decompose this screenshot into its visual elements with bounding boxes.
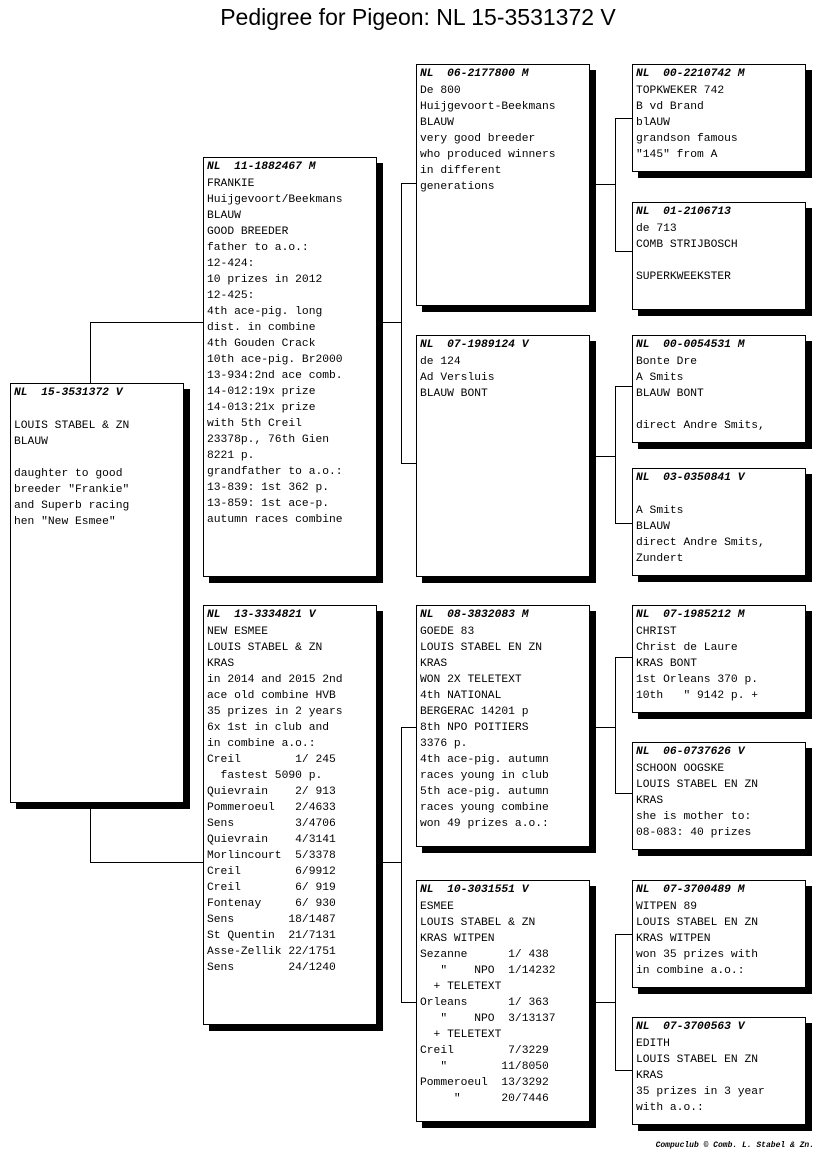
card-line: SUPERKWEEKSTER [636, 271, 731, 283]
card-line: St Quentin 21/7131 [207, 930, 336, 942]
card-line: KRAS [636, 795, 664, 807]
ring-number: NL 10-3031551 V [420, 884, 529, 896]
card-line [14, 450, 180, 466]
connector-line [383, 322, 402, 323]
card-line: Fontenay 6/ 930 [207, 898, 336, 910]
ds-dam-card [632, 742, 806, 850]
card-line: De 800 [420, 85, 461, 97]
connector-line [596, 727, 616, 728]
card-body [420, 624, 586, 832]
card-line: very good breeder [420, 133, 536, 145]
card-line: 4th Gouden Crack [207, 338, 316, 350]
card-line: 4th ace-pig. long [207, 306, 323, 318]
dam-dam-card [416, 880, 590, 1122]
card-line: EDITH [636, 1038, 670, 1050]
card-line: 23378p., 76th Gien [207, 434, 330, 446]
ring-number: NL 13-3334821 V [207, 609, 316, 621]
card-line: BLAUW BONT [420, 388, 488, 400]
card-line: KRAS BONT [636, 658, 698, 670]
card-line: Asse-Zellik 22/1751 [207, 946, 336, 958]
ring-number: NL 08-3832083 M [420, 609, 529, 621]
card-line: Morlincourt 5/3378 [207, 850, 336, 862]
card-line: Orleans 1/ 363 [420, 997, 549, 1009]
card-line: daughter to good [14, 468, 123, 480]
card-line: she is mother to: [636, 811, 752, 823]
card-line: WON 2X TELETEXT [420, 674, 522, 686]
card-line: Creil 1/ 245 [207, 754, 336, 766]
card-line: TOPKWEKER 742 [636, 85, 725, 97]
card-line: 14-012:19x prize [207, 386, 316, 398]
card-line: father to a.o.: [207, 242, 309, 254]
card-line: won 49 prizes a.o.: [420, 818, 549, 830]
sd-dam-card [632, 468, 806, 576]
card-line: LOUIS STABEL EN ZN [636, 1054, 759, 1066]
card-line: Huijgevoort-Beekmans [420, 101, 556, 113]
card-line: Pommeroeul 13/3292 [420, 1077, 549, 1089]
card-line: Quievrain 2/ 913 [207, 786, 336, 798]
connector-line [615, 657, 633, 658]
card-line: ESMEE [420, 901, 454, 913]
ds-sire-card [632, 605, 806, 713]
card-line: 4th ace-pig. autumn [420, 754, 549, 766]
card-line: + TELETEXT [420, 1029, 502, 1041]
card-line: in 2014 and 2015 2nd [207, 674, 343, 686]
card-line: " 20/7446 [420, 1093, 549, 1105]
card-line: 5th ace-pig. autumn [420, 786, 549, 798]
ring-number: NL 00-0054531 M [636, 339, 745, 351]
card-line: LOUIS STABEL & ZN [14, 420, 130, 432]
card-body [420, 899, 586, 1107]
card-line: Christ de Laure [636, 642, 738, 654]
card-line: ace old combine HVB [207, 690, 336, 702]
card-line: 4th NATIONAL [420, 690, 502, 702]
card-line [636, 487, 802, 503]
card-line: 13-859: 1st ace-p. [207, 498, 330, 510]
dam-sire-card [416, 605, 590, 847]
card-line: LOUIS STABEL EN ZN [636, 779, 759, 791]
ring-number: NL 01-2106713 [636, 206, 731, 218]
connector-line [383, 862, 402, 863]
card-line [636, 253, 802, 269]
ring-number: NL 00-2210742 M [636, 68, 745, 80]
card-line: fastest 5090 p. [207, 770, 323, 782]
ring-number: NL 07-3700489 M [636, 884, 745, 896]
card-line: B vd Brand [636, 101, 704, 113]
ring-number: NL 07-3700563 V [636, 1021, 745, 1033]
card-line: and Superb racing [14, 500, 130, 512]
connector-line [615, 251, 633, 252]
card-line: Sens 3/4706 [207, 818, 336, 830]
connector-line [615, 934, 633, 935]
connector-line [401, 463, 417, 464]
card-line: Creil 7/3229 [420, 1045, 549, 1057]
card-line: " 11/8050 [420, 1061, 549, 1073]
card-line: 8th NPO POITIERS [420, 722, 529, 734]
dam-card [203, 605, 377, 1025]
card-line: A Smits [636, 505, 684, 517]
card-line: BLAUW BONT [636, 388, 704, 400]
ss-sire-card [632, 64, 806, 172]
card-line: Sezanne 1/ 438 [420, 949, 549, 961]
card-line: generations [420, 181, 495, 193]
card-body [207, 176, 373, 528]
card-line: GOEDE 83 [420, 626, 475, 638]
card-line: NEW ESMEE [207, 626, 269, 638]
card-line: in different [420, 165, 502, 177]
ring-number: NL 07-1985212 M [636, 609, 745, 621]
card-line: Creil 6/ 919 [207, 882, 336, 894]
card-line: Quievrain 4/3141 [207, 834, 336, 846]
ring-number: NL 06-2177800 M [420, 68, 529, 80]
card-line: KRAS [636, 1070, 664, 1082]
card-line: FRANKIE [207, 178, 255, 190]
card-line: who produced winners [420, 149, 556, 161]
card-line: " NPO 3/13137 [420, 1013, 556, 1025]
ring-number: NL 03-0350841 V [636, 472, 745, 484]
card-line: COMB STRIJBOSCH [636, 239, 738, 251]
card-line: Creil 6/9912 [207, 866, 336, 878]
card-body [636, 487, 802, 567]
card-line: Zundert [636, 553, 684, 565]
card-line: 8221 p. [207, 450, 255, 462]
card-line [14, 402, 180, 418]
card-body [636, 83, 802, 163]
card-line: direct Andre Smits, [636, 537, 765, 549]
connector-line [401, 727, 417, 728]
sire-card [203, 157, 377, 577]
card-line: " NPO 1/14232 [420, 965, 556, 977]
connector-line [90, 322, 204, 323]
card-body [636, 354, 802, 434]
card-body [636, 221, 802, 285]
card-line: BLAUW [207, 210, 241, 222]
card-body [207, 624, 373, 976]
card-line: 6x 1st in club and [207, 722, 330, 734]
sire-sire-card [416, 64, 590, 306]
connector-line [401, 727, 402, 1003]
card-body [636, 1036, 802, 1116]
card-line: Pommeroeul 2/4633 [207, 802, 336, 814]
card-body [636, 899, 802, 979]
card-line: 35 prizes in 3 year [636, 1086, 765, 1098]
card-line: 12-424: [207, 258, 255, 270]
card-line: in combine a.o.: [636, 965, 745, 977]
card-line: LOUIS STABEL & ZN [420, 917, 536, 929]
subject-card [10, 383, 184, 803]
card-line: Sens 24/1240 [207, 962, 336, 974]
card-line: 3376 p. [420, 738, 468, 750]
card-line: LOUIS STABEL EN ZN [420, 642, 543, 654]
card-line: KRAS WITPEN [420, 933, 495, 945]
sire-dam-card [416, 335, 590, 577]
card-line: SCHOON OOGSKE [636, 763, 725, 775]
card-line: LOUIS STABEL EN ZN [636, 917, 759, 929]
card-line: grandfather to a.o.: [207, 466, 343, 478]
card-line: KRAS [207, 658, 235, 670]
dd-dam-card [632, 1017, 806, 1125]
card-line: BLAUW [636, 521, 670, 533]
card-line: Bonte Dre [636, 356, 698, 368]
card-line: grandson famous [636, 133, 738, 145]
connector-line [615, 386, 633, 387]
card-line: LOUIS STABEL & ZN [207, 642, 323, 654]
connector-line [596, 1002, 616, 1003]
card-line: "145" from A [636, 149, 718, 161]
card-line: Ad Versluis [420, 372, 495, 384]
card-line: 13-934:2nd ace comb. [207, 370, 343, 382]
card-line: 10th ace-pig. Br2000 [207, 354, 343, 366]
connector-line [401, 1002, 417, 1003]
connector-line [615, 657, 616, 794]
connector-line [615, 1070, 633, 1071]
card-line: 10th " 9142 p. + [636, 690, 759, 702]
connector-line [90, 862, 204, 863]
connector-line [615, 934, 616, 1071]
card-line: BERGERAC 14201 p [420, 706, 529, 718]
ss-dam-card [632, 202, 806, 310]
card-line: in combine a.o.: [207, 738, 316, 750]
card-line: KRAS [420, 658, 448, 670]
sd-sire-card [632, 335, 806, 443]
card-line: GOOD BREEDER [207, 226, 289, 238]
card-line: with 5th Creil [207, 418, 302, 430]
card-line: races young combine [420, 802, 549, 814]
ring-number: NL 07-1989124 V [420, 339, 529, 351]
card-line: won 35 prizes with [636, 949, 759, 961]
connector-line [615, 118, 633, 119]
card-line: A Smits [636, 372, 684, 384]
card-body [636, 624, 802, 704]
connector-line [615, 523, 633, 524]
card-body [420, 354, 586, 402]
connector-line [615, 386, 616, 524]
ring-number: NL 06-0737626 V [636, 746, 745, 758]
connector-line [615, 793, 633, 794]
card-line: Huijgevoort/Beekmans [207, 194, 343, 206]
connector-line [596, 184, 616, 185]
card-line: Sens 18/1487 [207, 914, 336, 926]
card-line: de 713 [636, 223, 677, 235]
connector-line [90, 322, 91, 384]
card-line: + TELETEXT [420, 981, 502, 993]
connector-line [596, 456, 616, 457]
card-line: with a.o.: [636, 1102, 704, 1114]
connector-line [401, 183, 417, 184]
connector-line [401, 183, 402, 464]
card-line: hen "New Esmee" [14, 516, 116, 528]
card-line: 1st Orleans 370 p. [636, 674, 759, 686]
card-line: CHRIST [636, 626, 677, 638]
card-line: BLAUW [14, 436, 48, 448]
card-body [420, 83, 586, 195]
card-line: breeder "Frankie" [14, 484, 130, 496]
dd-sire-card [632, 880, 806, 988]
card-line: autumn races combine [207, 514, 343, 526]
card-line: 35 prizes in 2 years [207, 706, 343, 718]
card-line: KRAS WITPEN [636, 933, 711, 945]
card-line: de 124 [420, 356, 461, 368]
card-line: dist. in combine [207, 322, 316, 334]
ring-number: NL 15-3531372 V [14, 387, 123, 399]
card-line [636, 402, 802, 418]
connector-line [90, 803, 91, 863]
ring-number: NL 11-1882467 M [207, 161, 316, 173]
card-body [636, 761, 802, 841]
card-line: 12-425: [207, 290, 255, 302]
card-line: blAUW [636, 117, 670, 129]
card-line: 08-083: 40 prizes [636, 827, 752, 839]
footer-credit: Compuclub © Comb. L. Stabel & Zn. [655, 1141, 814, 1150]
page-title: Pedigree for Pigeon: NL 15-3531372 V [220, 4, 616, 30]
card-line: BLAUW [420, 117, 454, 129]
card-line: 14-013:21x prize [207, 402, 316, 414]
card-line: WITPEN 89 [636, 901, 698, 913]
connector-line [615, 118, 616, 252]
card-body [14, 402, 180, 530]
card-line: 13-839: 1st 362 p. [207, 482, 330, 494]
card-line: 10 prizes in 2012 [207, 274, 323, 286]
card-line: direct Andre Smits, [636, 420, 765, 432]
card-line: races young in club [420, 770, 549, 782]
